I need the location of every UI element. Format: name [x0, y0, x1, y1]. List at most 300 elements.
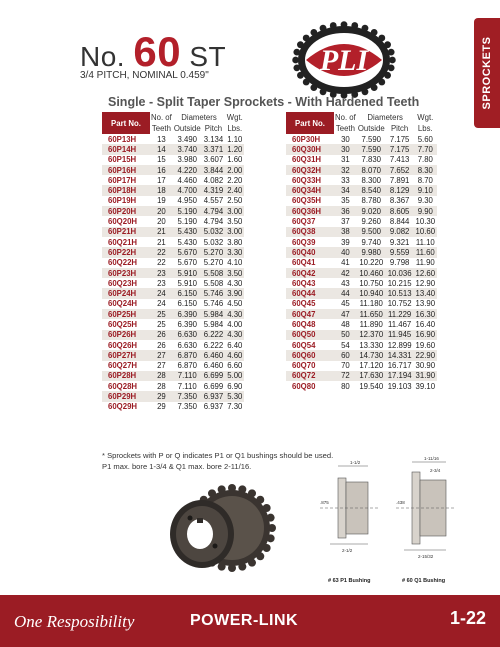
part-number-cell: 60P29H [102, 391, 150, 401]
sprocket-tooth [371, 84, 378, 91]
table-row [102, 206, 244, 216]
table-row [286, 134, 437, 144]
pitch-diameter-cell: 5.270 [203, 258, 224, 268]
part-number-cell: 60Q31H [292, 155, 322, 165]
table-row [102, 227, 244, 237]
teeth-cell: 16 [150, 165, 173, 175]
footnote [102, 450, 333, 472]
outside-diameter-cell: 5.670 [177, 258, 197, 268]
table-row [102, 237, 244, 247]
teeth-cell: 50 [334, 330, 357, 340]
col-header-lbs: Lbs. [417, 124, 433, 133]
part-number-cell: 60P27H [102, 350, 150, 360]
table-row [286, 155, 437, 165]
outside-diameter-cell: 9.980 [357, 247, 386, 257]
dim-label: 2-15/32 [418, 554, 434, 559]
table-row [102, 278, 244, 288]
table-row [286, 247, 437, 257]
outside-diameter-cell: 5.190 [177, 217, 197, 227]
part-number-cell: 60Q30H [286, 144, 334, 154]
weight-cell: 10.30 [415, 217, 436, 227]
outside-diameter-cell: 5.910 [177, 278, 197, 288]
weight-cell: 3.00 [227, 227, 243, 237]
outside-diameter-cell: 9.020 [357, 206, 386, 216]
pitch-diameter-cell: 8.129 [386, 185, 414, 195]
teeth-cell: 28 [157, 381, 166, 391]
table-row [102, 381, 244, 391]
part-number-cell: 60P15H [108, 155, 137, 165]
teeth-cell: 22 [157, 258, 166, 268]
pitch-diameter-cell: 11.229 [386, 309, 414, 319]
table-row [102, 216, 244, 226]
part-number-cell: 60P13H [108, 134, 137, 144]
part-number-cell: 60P26H [102, 330, 150, 340]
pitch-diameter-cell: 9.798 [389, 258, 410, 268]
weight-cell: 3.90 [227, 289, 243, 299]
outside-diameter-cell: 14.730 [357, 350, 386, 360]
col-header-part-no: Part No. [286, 112, 334, 134]
part-number-cell: 60Q34H [286, 185, 334, 195]
outside-diameter-cell: 12.370 [357, 330, 386, 340]
teeth-cell: 21 [157, 237, 166, 247]
teeth-cell: 28 [150, 371, 173, 381]
table-row [102, 165, 244, 175]
part-number-cell: 60Q26H [108, 340, 138, 350]
pitch-diameter-cell: 16.717 [387, 361, 412, 371]
weight-cell: 13.90 [415, 299, 436, 309]
pitch-diameter-cell: 9.559 [386, 247, 414, 257]
teeth-cell: 72 [334, 371, 357, 381]
title-prefix: No. [80, 41, 126, 72]
weight-cell: 1.10 [227, 134, 243, 144]
outside-diameter-cell: 3.980 [177, 155, 197, 165]
outside-diameter-cell: 8.300 [361, 175, 381, 185]
table-row [286, 299, 437, 309]
table-row [102, 268, 244, 278]
weight-cell: 12.90 [415, 278, 436, 288]
weight-cell: 9.30 [417, 196, 433, 206]
dim-label: 2-3/4 [430, 468, 441, 473]
outside-diameter-cell: 7.830 [361, 155, 381, 165]
outside-diameter-cell: 5.670 [173, 247, 202, 257]
table-row [286, 185, 437, 195]
table-row [102, 175, 244, 185]
outside-diameter-cell: 6.390 [177, 319, 197, 329]
weight-cell: 8.70 [417, 175, 433, 185]
weight-cell: 4.00 [227, 319, 243, 329]
bushing-technical-drawing [300, 452, 460, 592]
pitch-diameter-cell: 8.367 [389, 196, 410, 206]
outside-diameter-cell: 3.740 [173, 144, 202, 154]
teeth-cell: 27 [157, 361, 166, 371]
weight-cell: 11.10 [415, 237, 435, 247]
pitch-diameter-cell: 6.222 [203, 330, 224, 340]
part-number-cell: 60Q43 [292, 278, 316, 288]
weight-cell: 4.50 [227, 299, 243, 309]
teeth-cell: 15 [157, 155, 166, 165]
pitch-diameter-cell: 7.175 [389, 134, 410, 144]
drawing-caption-left: # 63 P1 Bushing [328, 578, 371, 584]
pitch-diameter-cell: 6.699 [203, 381, 224, 391]
sprocket-tooth [384, 41, 391, 48]
outside-diameter-cell: 4.220 [173, 165, 202, 175]
outside-diameter-cell: 10.460 [357, 268, 386, 278]
outside-diameter-cell: 7.350 [173, 391, 202, 401]
part-number-cell: 60Q48 [292, 319, 316, 329]
teeth-cell: 43 [341, 278, 350, 288]
teeth-cell: 39 [341, 237, 350, 247]
weight-cell: 3.30 [227, 247, 243, 257]
teeth-cell: 20 [157, 217, 166, 227]
pitch-diameter-cell: 5.032 [203, 237, 224, 247]
pitch-diameter-cell: 10.215 [387, 278, 412, 288]
table-row [102, 185, 244, 195]
teeth-cell: 80 [341, 381, 350, 391]
weight-cell: 5.30 [227, 392, 243, 402]
pitch-diameter-cell: 14.331 [387, 350, 412, 360]
teeth-cell: 19 [157, 196, 166, 206]
table-row [102, 247, 244, 257]
part-number-cell: 60Q22H [108, 258, 138, 268]
weight-cell: 4.60 [227, 350, 243, 360]
weight-cell: 13.40 [415, 289, 436, 299]
table-row [102, 299, 244, 309]
weight-cell: 16.90 [415, 330, 436, 340]
table-row [286, 237, 437, 247]
pitch-diameter-cell: 3.607 [203, 155, 224, 165]
weight-cell: 5.60 [417, 134, 433, 144]
sprocket-tooth [320, 25, 327, 32]
table-row [286, 381, 437, 391]
pitch-diameter-cell: 6.937 [203, 402, 224, 412]
outside-diameter-cell: 7.110 [173, 371, 202, 381]
col-header-outside: Outside [173, 124, 201, 133]
pitch-diameter-cell: 7.175 [386, 144, 414, 154]
part-number-cell: 60Q45 [292, 299, 316, 309]
teeth-cell: 30 [334, 144, 357, 154]
outside-diameter-cell: 11.180 [359, 299, 383, 309]
outside-diameter-cell: 5.430 [177, 237, 197, 247]
pitch-diameter-cell: 5.032 [203, 227, 224, 237]
outside-diameter-cell: 7.590 [357, 144, 386, 154]
teeth-cell: 38 [334, 227, 357, 237]
part-number-cell: 60Q40 [286, 247, 334, 257]
weight-cell: 16.30 [415, 309, 436, 319]
weight-cell: 3.80 [227, 237, 243, 247]
section-title: Single - Split Taper Sprockets - With Hardened Teeth [108, 95, 420, 109]
outside-diameter-cell: 4.700 [173, 185, 202, 195]
weight-cell: 3.50 [227, 217, 243, 227]
table-row [102, 155, 244, 165]
weight-cell: 16.40 [415, 319, 436, 329]
teeth-cell: 23 [150, 268, 173, 278]
teeth-cell: 47 [334, 309, 357, 319]
teeth-cell: 35 [341, 196, 350, 206]
logo-text: PLI [319, 44, 369, 77]
weight-cell: 6.60 [227, 361, 243, 371]
sprocket-tooth [384, 72, 391, 79]
teeth-cell: 25 [157, 319, 166, 329]
weight-cell: 30.90 [415, 361, 436, 371]
outside-diameter-cell: 3.490 [177, 134, 197, 144]
pitch-diameter-cell: 6.460 [203, 361, 224, 371]
teeth-cell: 26 [157, 340, 166, 350]
table-row [286, 361, 437, 371]
pitch-diameter-cell: 17.194 [387, 371, 412, 381]
part-number-cell: 60Q29H [108, 402, 138, 412]
weight-cell: 1.60 [227, 155, 243, 165]
pitch-diameter-cell: 9.082 [386, 227, 414, 237]
part-number-cell: 60Q24H [108, 299, 138, 309]
teeth-cell: 30 [341, 134, 350, 144]
sprocket-tooth [371, 29, 378, 36]
pitch-diameter-cell: 10.513 [387, 289, 412, 299]
outside-diameter-cell: 10.220 [359, 258, 384, 268]
weight-cell: 11.90 [415, 258, 435, 268]
teeth-cell: 14 [150, 144, 173, 154]
pitch-diameter-cell: 11.945 [386, 330, 414, 340]
table-body-left [102, 134, 244, 412]
teeth-cell: 31 [341, 155, 350, 165]
weight-cell: 5.00 [227, 371, 243, 381]
outside-diameter-cell: 7.590 [361, 134, 381, 144]
outside-diameter-cell: 5.430 [173, 227, 202, 237]
weight-cell: 6.90 [227, 381, 243, 391]
outside-diameter-cell: 7.110 [177, 381, 197, 391]
pitch-diameter-cell: 3.371 [203, 144, 224, 154]
part-number-cell: 60P18H [102, 185, 150, 195]
table-row [286, 319, 437, 329]
page-number: 1-22 [449, 608, 486, 628]
part-number-cell: 60Q20H [108, 217, 138, 227]
part-number-cell: 60Q54 [292, 340, 316, 350]
pitch-diameter-cell: 3.844 [203, 165, 224, 175]
footer-slogan: One Resposibility [14, 612, 135, 631]
dim-label: .438 [396, 500, 405, 505]
col-header-diameters: Diameters [367, 113, 403, 122]
pitch-diameter-cell: 5.984 [203, 309, 224, 319]
outside-diameter-cell: 9.500 [357, 227, 386, 237]
table-row [102, 350, 244, 360]
outside-diameter-cell: 7.350 [177, 402, 197, 412]
table-row [102, 196, 244, 206]
outside-diameter-cell: 6.630 [173, 330, 202, 340]
part-number-cell: 60P24H [102, 288, 150, 298]
part-number-cell: 60Q25H [108, 319, 138, 329]
teeth-cell: 13 [157, 134, 166, 144]
teeth-cell: 45 [341, 299, 350, 309]
sprocket-tooth [303, 35, 310, 42]
part-number-cell: 60Q70 [292, 361, 316, 371]
outside-diameter-cell: 8.070 [357, 165, 386, 175]
pitch-diameter-cell: 6.699 [203, 371, 224, 381]
outside-diameter-cell: 9.260 [361, 217, 381, 227]
col-header-no-of: No. of [335, 113, 356, 122]
weight-cell: 22.90 [415, 350, 436, 360]
table-row [102, 391, 244, 401]
weight-cell: 3.00 [227, 206, 243, 216]
pitch-diameter-cell: 4.319 [203, 186, 224, 196]
col-header-outside: Outside [357, 124, 385, 133]
pitch-diameter-cell: 4.557 [203, 196, 224, 206]
part-number-cell: 60P14H [102, 144, 150, 154]
part-number-cell: 60Q41 [292, 258, 316, 268]
outside-diameter-cell: 10.940 [357, 288, 386, 298]
teeth-cell: 33 [341, 175, 350, 185]
table-row [286, 350, 437, 360]
part-number-cell: 60Q37 [292, 217, 316, 227]
weight-cell: 7.30 [227, 402, 243, 412]
sprocket-tooth [292, 57, 299, 64]
outside-diameter-cell: 4.950 [177, 196, 197, 206]
teeth-cell: 44 [334, 288, 357, 298]
weight-cell: 19.60 [415, 340, 436, 350]
col-header-teeth: Teeth [151, 124, 171, 133]
outside-diameter-cell: 17.120 [359, 361, 384, 371]
drawing-caption-right: # 60 Q1 Bushing [402, 578, 446, 584]
table-row [102, 144, 244, 154]
col-header-diameters: Diameters [181, 113, 217, 122]
weight-cell: 7.80 [417, 155, 433, 165]
outside-diameter-cell: 4.460 [177, 175, 197, 185]
table-body-right [286, 134, 437, 391]
weight-cell: 4.10 [227, 258, 243, 268]
col-header-pitch: Pitch [390, 124, 409, 133]
table-row [286, 268, 437, 278]
sprocket-tooth [330, 22, 337, 29]
sprocket-tooth [378, 79, 385, 86]
pitch-diameter-cell: 10.752 [387, 299, 412, 309]
sprocket-photo [160, 474, 280, 584]
sprocket-tooth [297, 72, 304, 79]
part-number-cell: 60Q35H [292, 196, 322, 206]
pitch-subtitle: 3/4 PITCH, NOMINAL 0.459" [80, 70, 209, 81]
table-row [286, 330, 437, 340]
table-row [102, 340, 244, 350]
weight-cell: 11.60 [414, 247, 438, 257]
teeth-cell: 34 [334, 185, 357, 195]
pitch-diameter-cell: 5.508 [203, 268, 224, 278]
table-row [286, 144, 437, 154]
weight-cell: 8.30 [414, 165, 438, 175]
sprocket-tooth [341, 21, 348, 28]
part-number-cell: 60Q32H [286, 165, 334, 175]
teeth-cell: 37 [341, 217, 350, 227]
table-row [102, 361, 244, 371]
teeth-cell: 41 [341, 258, 350, 268]
title-suffix: ST [189, 41, 227, 72]
side-tab-label: SPROCKETS [481, 36, 493, 110]
teeth-cell: 17 [157, 175, 166, 185]
part-number-cell: 60P22H [102, 247, 150, 257]
outside-diameter-cell: 6.150 [173, 288, 202, 298]
outside-diameter-cell: 5.910 [173, 268, 202, 278]
dim-label: 1-1/2 [350, 460, 361, 465]
weight-cell: 4.30 [227, 309, 243, 319]
pitch-diameter-cell: 10.036 [387, 268, 412, 278]
col-header-wgt: Wgt. [226, 113, 243, 122]
part-number-cell: 60Q72 [286, 371, 334, 381]
pitch-diameter-cell: 4.794 [203, 206, 224, 216]
sprocket-tooth [351, 22, 358, 29]
teeth-cell: 27 [150, 350, 173, 360]
part-number-cell: 60P17H [108, 175, 137, 185]
weight-cell: 7.70 [414, 144, 438, 154]
outside-diameter-cell: 8.780 [361, 196, 381, 206]
part-number-cell: 60P20H [102, 206, 150, 216]
sprocket-tooth [310, 84, 317, 91]
part-number-cell: 60Q36H [286, 206, 334, 216]
section-tab-sprockets [474, 18, 500, 128]
col-header-teeth: Teeth [335, 124, 355, 133]
table-row [286, 309, 437, 319]
pitch-diameter-cell: 5.746 [203, 299, 224, 309]
outside-diameter-cell: 5.190 [173, 206, 202, 216]
table-row [102, 288, 244, 298]
weight-cell: 9.10 [414, 185, 438, 195]
col-header-part-no: Part No. [102, 112, 150, 134]
outside-diameter-cell: 10.750 [359, 278, 384, 288]
outside-diameter-cell: 11.890 [359, 319, 383, 329]
dim-label: 1-11/16 [424, 456, 439, 461]
weight-cell: 31.90 [415, 371, 436, 381]
weight-cell: 39.10 [415, 381, 436, 391]
teeth-cell: 22 [150, 247, 173, 257]
sprocket-tooth [297, 41, 304, 48]
table-row [286, 371, 437, 381]
footnote-line-2: P1 max. bore 1-3/4 & Q1 max. bore 2-11/16. [102, 462, 252, 471]
page-title [80, 28, 226, 76]
part-number-cell: 60P28H [102, 371, 150, 381]
outside-diameter-cell: 6.870 [173, 350, 202, 360]
weight-cell: 4.30 [227, 278, 243, 288]
part-number-cell: 60Q39 [292, 237, 316, 247]
pitch-diameter-cell: 5.270 [203, 247, 224, 257]
weight-cell: 2.00 [227, 165, 243, 175]
teeth-cell: 29 [150, 391, 173, 401]
teeth-cell: 54 [341, 340, 350, 350]
table-row [102, 402, 244, 412]
pitch-diameter-cell: 19.103 [387, 381, 412, 391]
weight-cell: 4.30 [227, 330, 243, 340]
pitch-diameter-cell: 6.222 [203, 340, 224, 350]
title-number: 60 [133, 28, 182, 75]
col-header-wgt: Wgt. [417, 113, 434, 122]
table-row [286, 227, 437, 237]
part-number-cell: 60Q28H [108, 381, 138, 391]
col-header-no-of: No. of [151, 113, 172, 122]
sprocket-tooth [303, 79, 310, 86]
part-number-cell: 60Q80 [292, 381, 316, 391]
pitch-diameter-cell: 7.891 [389, 175, 410, 185]
teeth-cell: 18 [150, 185, 173, 195]
teeth-cell: 24 [150, 288, 173, 298]
table-row [286, 258, 437, 268]
weight-cell: 1.20 [227, 144, 243, 154]
part-number-cell: 60P21H [102, 227, 150, 237]
outside-diameter-cell: 6.630 [177, 340, 197, 350]
table-row [286, 340, 437, 350]
sprocket-tooth [310, 29, 317, 36]
part-number-cell: 60Q27H [108, 361, 138, 371]
part-number-cell: 60P30H [292, 134, 321, 144]
outside-diameter-cell: 9.740 [361, 237, 381, 247]
part-number-cell: 60Q42 [286, 268, 334, 278]
sprocket-tooth [389, 57, 396, 64]
pitch-diameter-cell: 4.794 [203, 217, 224, 227]
sprocket-tooth [293, 49, 300, 56]
teeth-cell: 32 [334, 165, 357, 175]
